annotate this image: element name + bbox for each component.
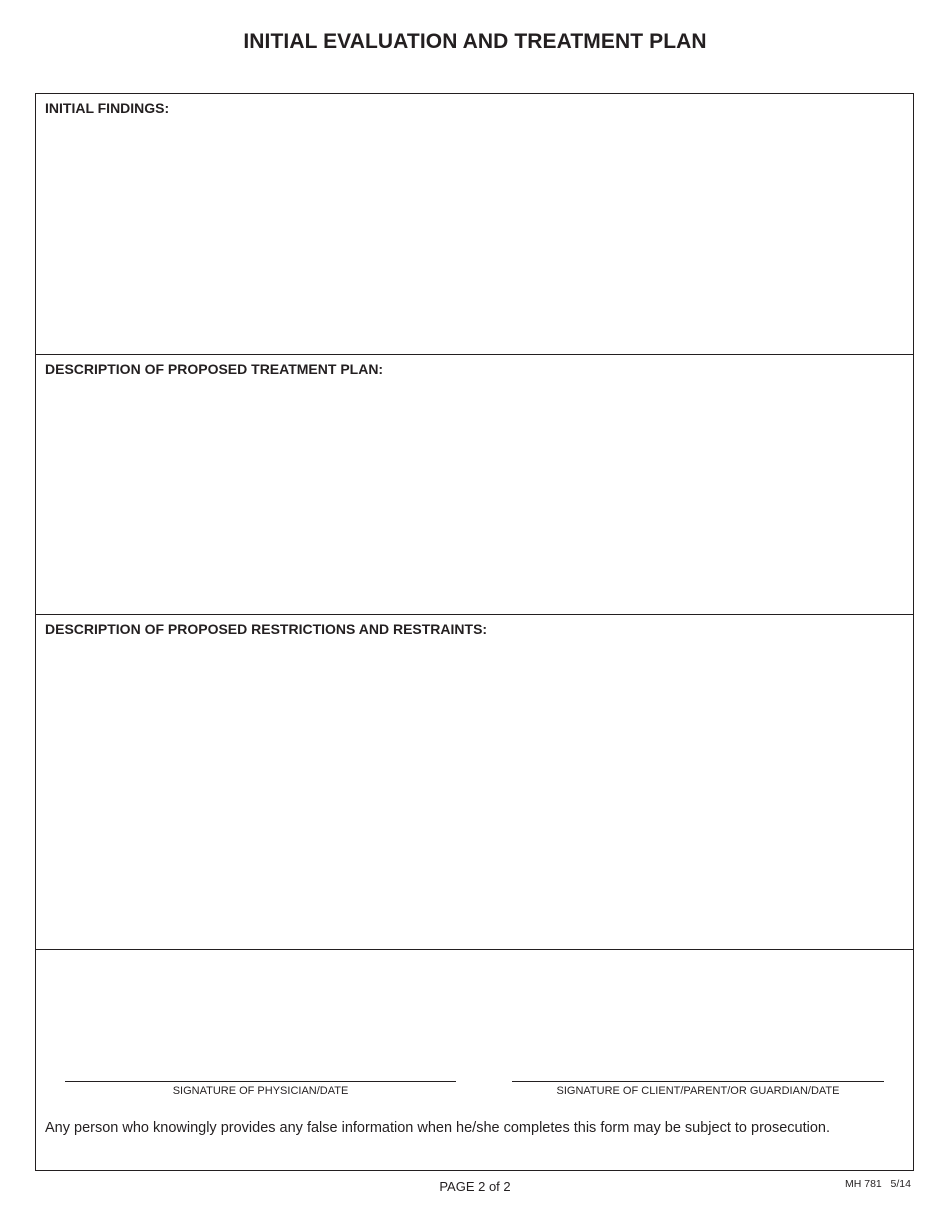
restrictions-label: DESCRIPTION OF PROPOSED RESTRICTIONS AND RESTRAINTS: [45, 621, 488, 637]
physician-signature-label: SIGNATURE OF PHYSICIAN/DATE [172, 1085, 349, 1097]
page-title: INITIAL EVALUATION AND TREATMENT PLAN [243, 30, 707, 53]
page-number: PAGE 2 of 2 [439, 1179, 511, 1194]
client-signature-line[interactable] [512, 1081, 884, 1082]
initial-findings-section[interactable] [36, 94, 913, 355]
restrictions-section[interactable] [36, 615, 913, 950]
form-container [35, 93, 914, 1171]
client-signature-label: SIGNATURE OF CLIENT/PARENT/OR GUARDIAN/DATE [556, 1085, 840, 1097]
signature-section [36, 950, 913, 1170]
physician-signature-line[interactable] [65, 1081, 456, 1082]
disclaimer-text: Any person who knowingly provides any false information when he/she completes this form may be subject to prosecution. [45, 1120, 831, 1136]
form-code: MH 781 5/14 [845, 1178, 911, 1190]
treatment-plan-label: DESCRIPTION OF PROPOSED TREATMENT PLAN: [45, 361, 384, 377]
treatment-plan-section[interactable] [36, 355, 913, 615]
initial-findings-label: INITIAL FINDINGS: [45, 100, 170, 116]
